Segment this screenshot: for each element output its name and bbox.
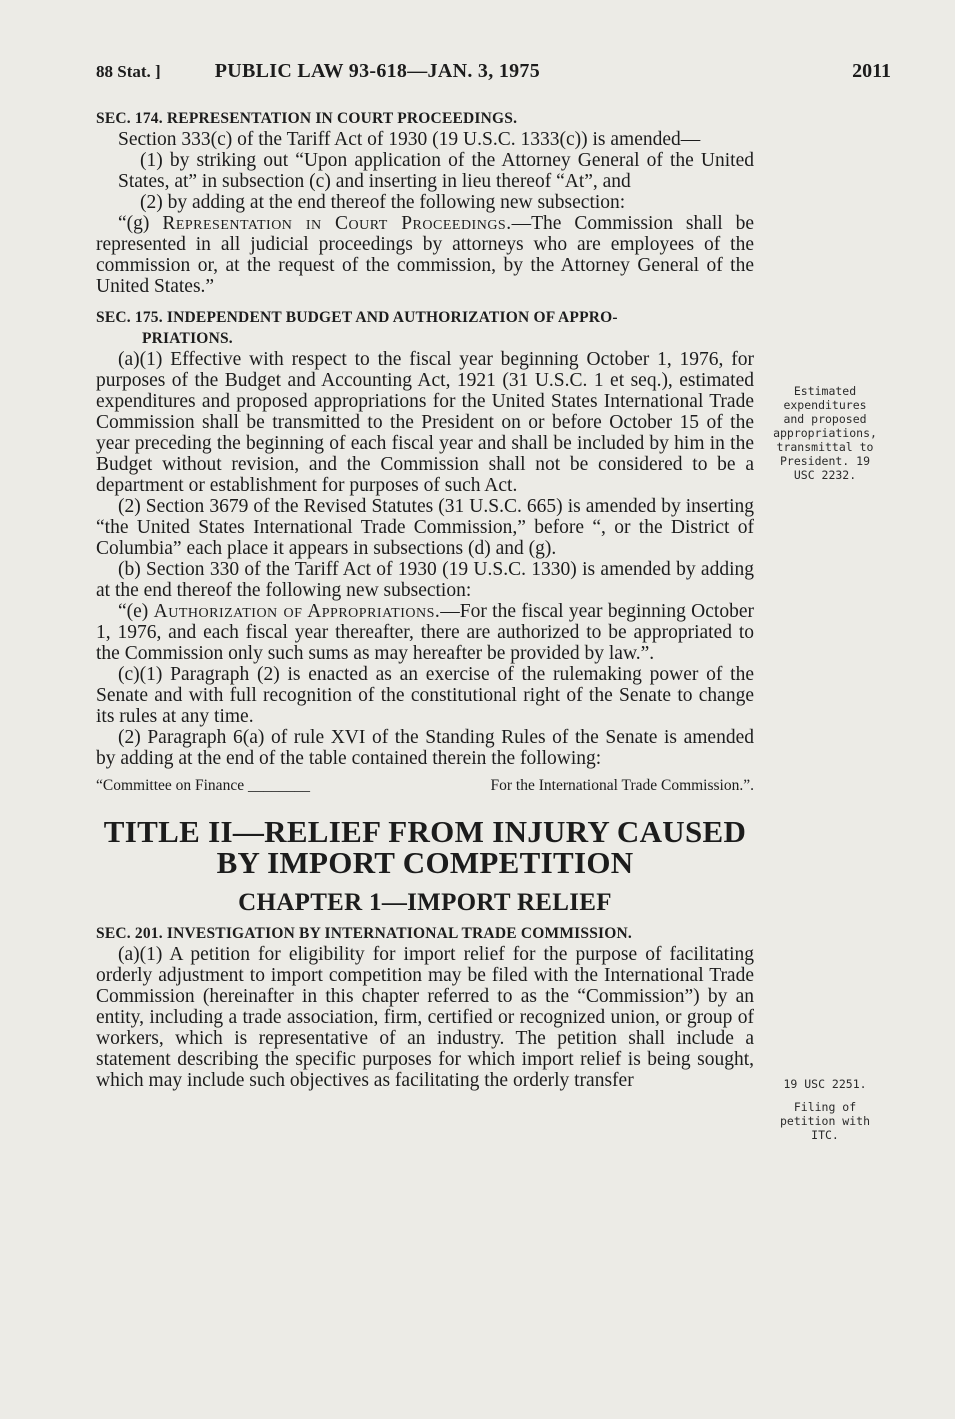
sec174-para1: Section 333(c) of the Tariff Act of 1930 (19 U.S.C. 1333(c)) is amended—: [118, 129, 701, 150]
main-text: [96, 104, 754, 1091]
chapter-heading: CHAPTER 1—IMPORT RELIEF: [238, 889, 612, 916]
sec174-para2: (1) by striking out “Upon application of the Attorney General of the United States, at” in subsection (c) and inserting in lieu thereof “At”, and: [118, 150, 754, 192]
sec174-para4: “(g) Representation in Court Proceedings.—The Commission shall be represented in all judicial proceedings by attorneys who are employees of the commission or, at the request of the commission, by the Attorney General of the United States.”: [96, 213, 755, 297]
header-left: [96, 60, 540, 83]
table-right: For the International Trade Commission.”.: [490, 777, 754, 794]
running-header: [96, 60, 891, 83]
sec201-heading: SEC. 201. INVESTIGATION BY INTERNATIONAL TRADE COMMISSION.: [96, 925, 632, 942]
sec174-heading: SEC. 174. REPRESENTATION IN COURT PROCEEDINGS.: [96, 110, 518, 127]
table-left: “Committee on Finance ________: [96, 777, 310, 794]
sec175-c2: (2) Paragraph 6(a) of rule XVI of the Standing Rules of the Senate is amended by adding at the end of the table contained therein the following:: [96, 727, 754, 769]
sec175-b: (b) Section 330 of the Tariff Act of 1930 (19 U.S.C. 1330) is amended by adding at the end thereof the following new subsection:: [96, 559, 754, 601]
sec175-a2: (2) Section 3679 of the Revised Statutes (31 U.S.C. 665) is amended by inserting “the United States International Trade Commission,” before “, or the District of Columbia” each place it appears in subsections (d) and (g).: [96, 496, 754, 559]
margin-note-usc-2251: 19 USC 2251.: [783, 1077, 867, 1091]
subsection-caption: Representation in Court Proceedings.: [162, 213, 512, 234]
sec175-e: “(e) Authorization of Appropriations.—For the fiscal year beginning October 1, 1976, and each fiscal year thereafter, there are authorized to be appropriated to the Commission only such sums as may hereafter be provided by law.”.: [96, 601, 754, 664]
stat-reference: 88 Stat. ]: [96, 62, 161, 81]
page-number: 2011: [852, 60, 891, 82]
title-heading: TITLE II—RELIEF FROM INJURY CAUSED BY IMPORT COMPETITION: [103, 814, 747, 880]
margin-note-filing-petition: Filing of petition with ITC.: [779, 1100, 870, 1142]
sec201-a1: (a)(1) A petition for eligibility for import relief for the purpose of facilitating orderly adjustment to import competition may be filed with the International Trade Commission (hereinafter in this chapter referred to as the “Commission”) by an entity, including a trade association, firm, certified or recognized union, or group of workers, which is representative of an industry. The petition shall include a statement describing the specific purposes for which import relief is being sought, which may include such objectives as facilitating the orderly transfer: [96, 944, 754, 1091]
sec175-heading: SEC. 175. INDEPENDENT BUDGET AND AUTHORIZATION OF APPRO- PRIATIONS.: [96, 309, 618, 347]
subsection-caption: Authorization of Appropriations.: [153, 601, 441, 622]
margin-note-estimated-expenditures: Estimated expenditures and proposed appropriations, transmittal to President. 19 USC 2232.: [773, 384, 877, 482]
sec174-para3: (2) by adding at the end thereof the following new subsection:: [140, 192, 626, 213]
senate-rules-table-row: [96, 775, 754, 796]
law-title: PUBLIC LAW 93-618—JAN. 3, 1975: [214, 60, 541, 82]
sec175-a1: (a)(1) Effective with respect to the fiscal year beginning October 1, 1976, for purposes of the Budget and Accounting Act, 1921 (31 U.S.C. 1 et seq.), estimated expenditures and proposed appropriations for the United States International Trade Commission shall be transmitted to the President on or before October 15 of the year preceding the beginning of each fiscal year and shall be included by him in the Budget without revision, and the Commission shall not be considered to be a department or establishment for purposes of such Act.: [96, 349, 754, 496]
sec175-c1: (c)(1) Paragraph (2) is enacted as an exercise of the rulemaking power of the Senate and with full recognition of the constitutional right of the Senate to change its rules at any time.: [96, 664, 754, 727]
